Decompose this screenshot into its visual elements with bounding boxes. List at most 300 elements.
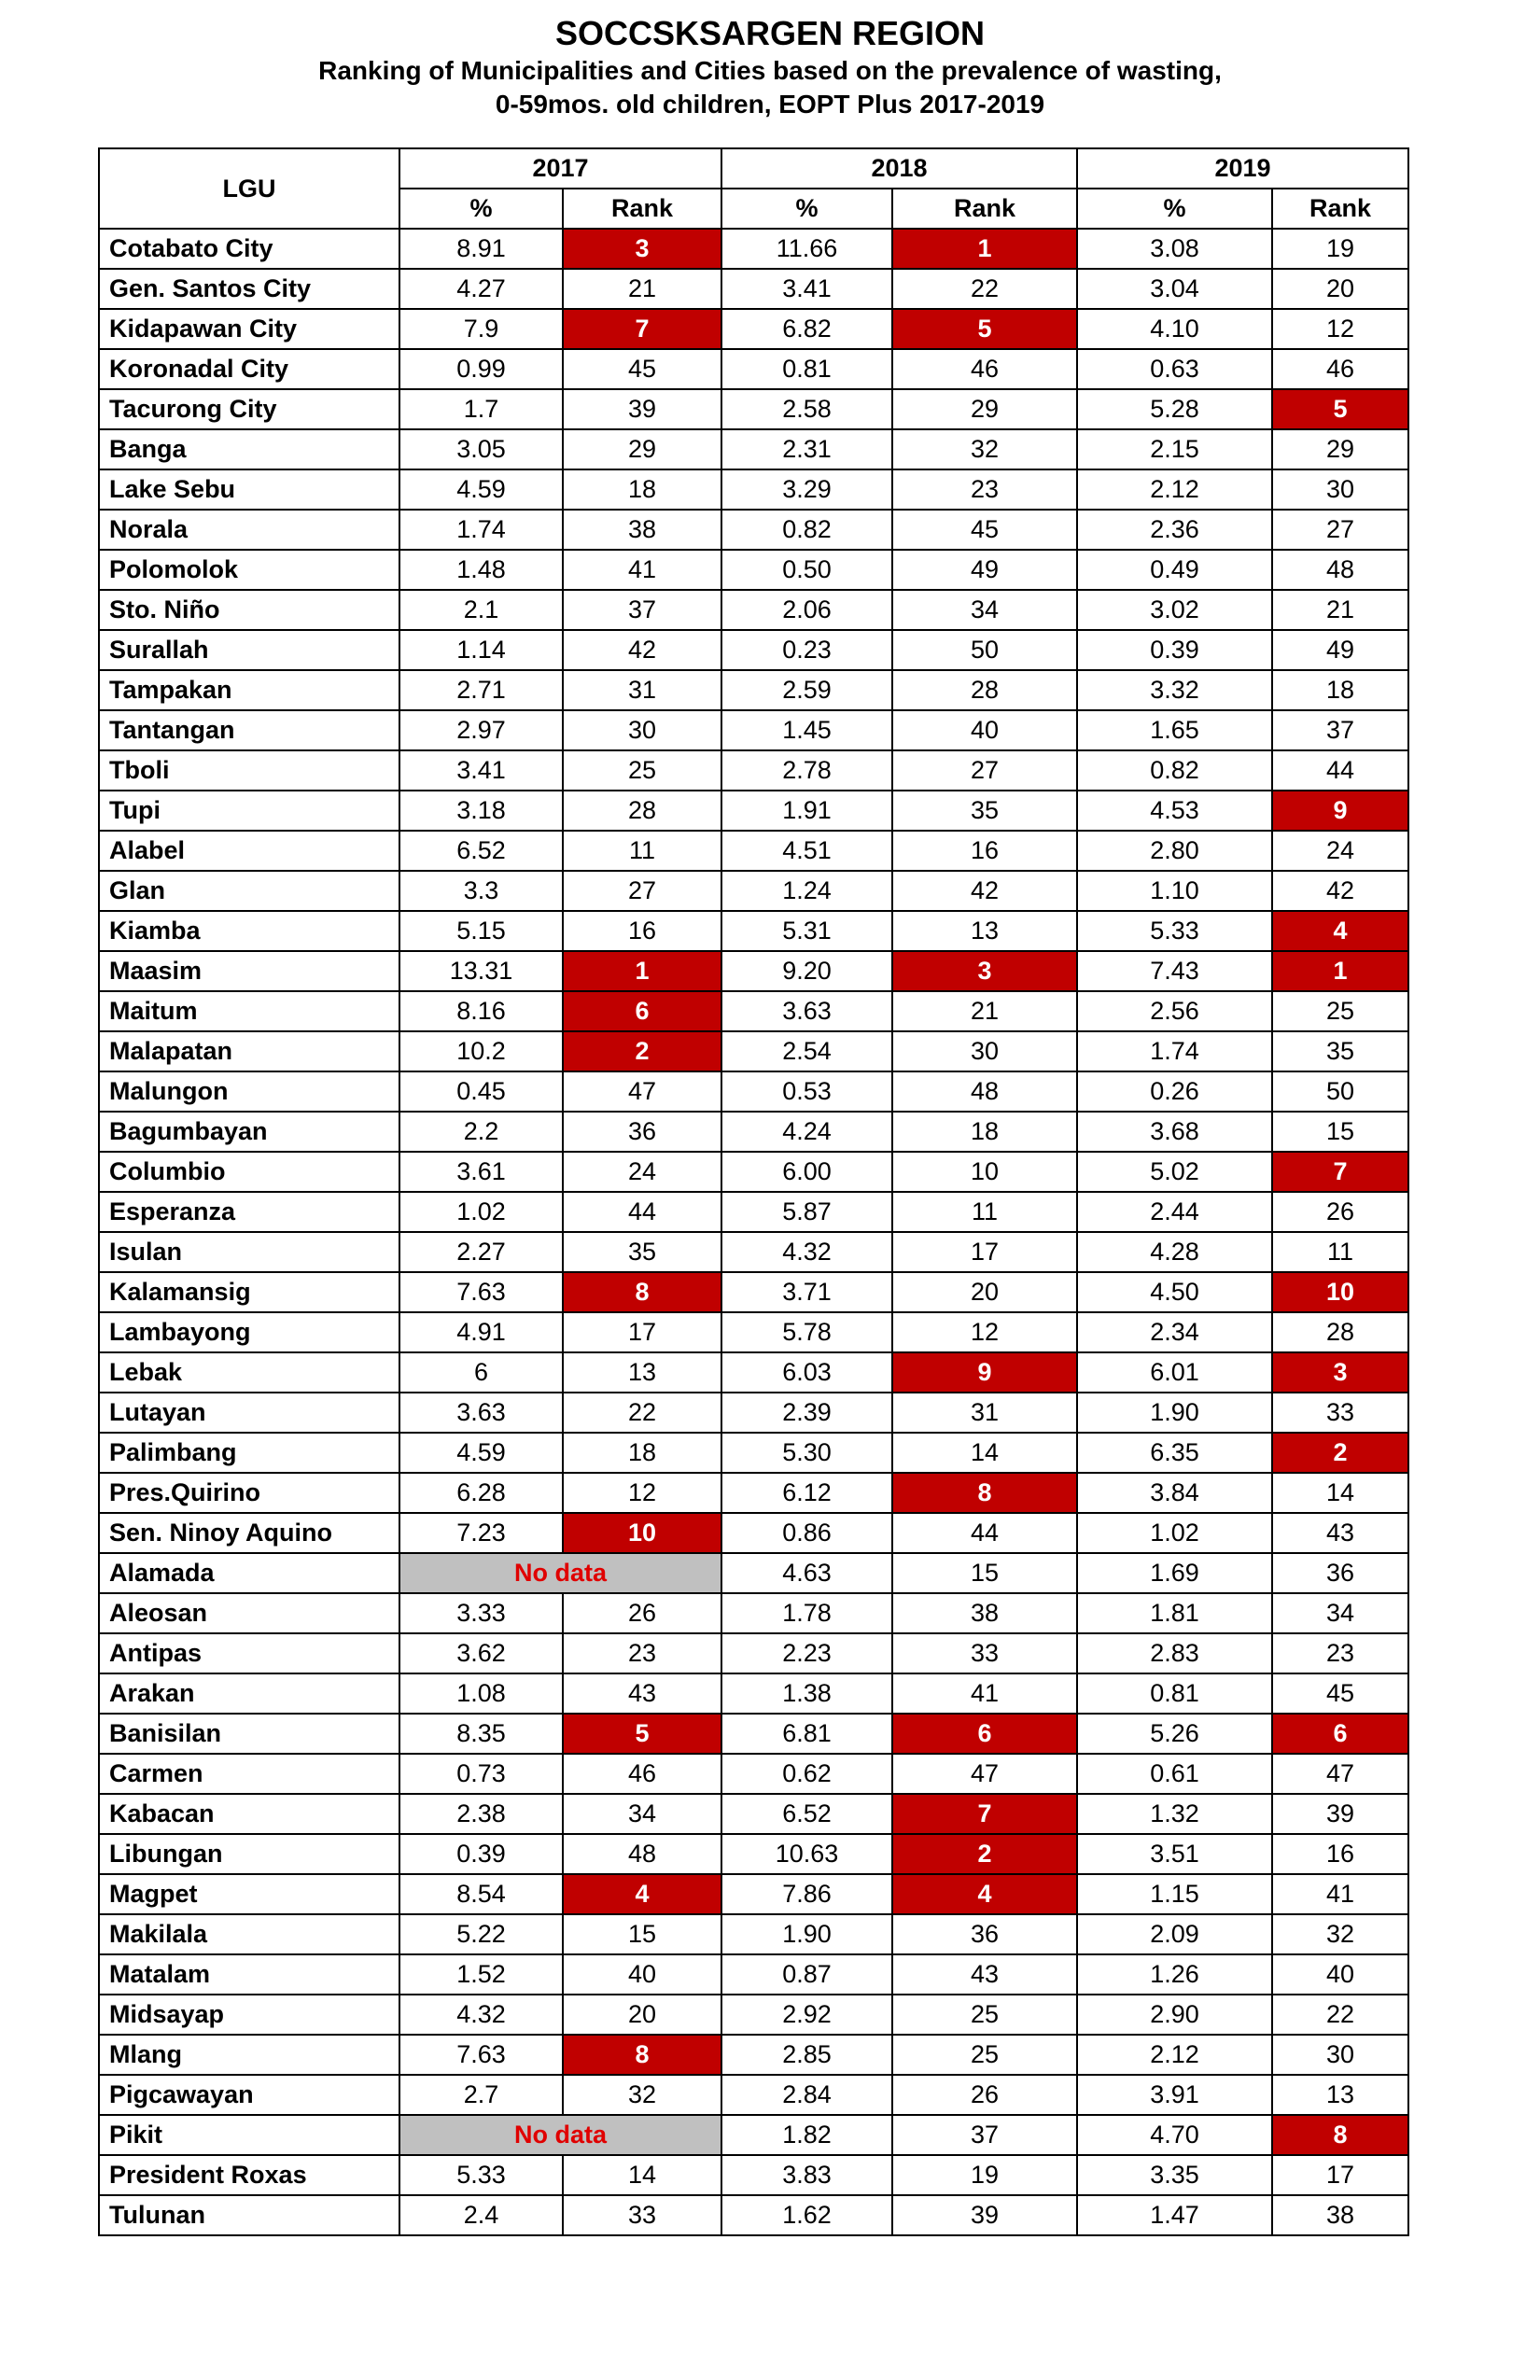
percent-cell-2018: 10.63: [721, 1834, 892, 1874]
percent-cell-2019: 6.35: [1077, 1433, 1272, 1473]
rank-cell-2017: 40: [563, 1954, 721, 1995]
percent-cell-2018: 0.82: [721, 510, 892, 550]
no-data-cell-2017: No data: [399, 1553, 721, 1593]
percent-cell-2018: 0.87: [721, 1954, 892, 1995]
rank-cell-2018: 6: [892, 1714, 1077, 1754]
percent-cell-2019: 2.15: [1077, 429, 1272, 469]
rank-cell-2019: 42: [1272, 871, 1408, 911]
rank-cell-2018: 39: [892, 2195, 1077, 2235]
rank-cell-2017: 22: [563, 1393, 721, 1433]
percent-cell-2019: 1.74: [1077, 1031, 1272, 1071]
percent-cell-2018: 6.81: [721, 1714, 892, 1754]
rank-cell-2019: 30: [1272, 469, 1408, 510]
percent-cell-2018: 3.83: [721, 2155, 892, 2195]
rank-cell-2019: 22: [1272, 1995, 1408, 2035]
rank-cell-2017: 21: [563, 269, 721, 309]
percent-cell-2017: 3.05: [399, 429, 563, 469]
rank-cell-2019: 46: [1272, 349, 1408, 389]
percent-cell-2019: 4.28: [1077, 1232, 1272, 1272]
rank-cell-2017: 32: [563, 2075, 721, 2115]
lgu-name: Tboli: [99, 750, 399, 791]
percent-cell-2017: 6.52: [399, 831, 563, 871]
rank-cell-2017: 24: [563, 1152, 721, 1192]
table-row: [99, 1754, 1408, 1794]
percent-cell-2018: 2.84: [721, 2075, 892, 2115]
percent-cell-2017: 6.28: [399, 1473, 563, 1513]
rank-cell-2019: 25: [1272, 991, 1408, 1031]
rank-cell-2018: 11: [892, 1192, 1077, 1232]
rank-cell-2018: 8: [892, 1473, 1077, 1513]
table-row: [99, 750, 1408, 791]
percent-cell-2019: 0.49: [1077, 550, 1272, 590]
percent-cell-2019: 0.26: [1077, 1071, 1272, 1112]
percent-cell-2019: 6.01: [1077, 1352, 1272, 1393]
percent-cell-2017: 1.74: [399, 510, 563, 550]
percent-cell-2018: 4.51: [721, 831, 892, 871]
table-row: [99, 2195, 1408, 2235]
rank-cell-2019: 45: [1272, 1673, 1408, 1714]
percent-cell-2017: 3.61: [399, 1152, 563, 1192]
table-row: [99, 1272, 1408, 1312]
percent-cell-2018: 2.92: [721, 1995, 892, 2035]
rank-cell-2018: 13: [892, 911, 1077, 951]
percent-cell-2019: 1.32: [1077, 1794, 1272, 1834]
percent-cell-2018: 2.58: [721, 389, 892, 429]
rank-cell-2019: 47: [1272, 1754, 1408, 1794]
percent-cell-2018: 2.31: [721, 429, 892, 469]
table-row: [99, 710, 1408, 750]
percent-cell-2018: 6.82: [721, 309, 892, 349]
rank-cell-2019: 1: [1272, 951, 1408, 991]
lgu-name: Carmen: [99, 1754, 399, 1794]
percent-cell-2017: 6: [399, 1352, 563, 1393]
column-header-rank-2017: Rank: [563, 189, 721, 229]
rank-cell-2018: 17: [892, 1232, 1077, 1272]
lgu-name: Surallah: [99, 630, 399, 670]
rank-cell-2019: 3: [1272, 1352, 1408, 1393]
rank-cell-2019: 18: [1272, 670, 1408, 710]
percent-cell-2017: 3.63: [399, 1393, 563, 1433]
lgu-name: Malungon: [99, 1071, 399, 1112]
table-row: [99, 1714, 1408, 1754]
rank-cell-2018: 34: [892, 590, 1077, 630]
percent-cell-2017: 3.18: [399, 791, 563, 831]
percent-cell-2018: 1.90: [721, 1914, 892, 1954]
percent-cell-2019: 1.10: [1077, 871, 1272, 911]
rank-cell-2017: 23: [563, 1633, 721, 1673]
percent-cell-2017: 2.4: [399, 2195, 563, 2235]
column-header-percent-2019: %: [1077, 189, 1272, 229]
lgu-name: Tupi: [99, 791, 399, 831]
lgu-name: Midsayap: [99, 1995, 399, 2035]
percent-cell-2017: 1.48: [399, 550, 563, 590]
rank-cell-2019: 35: [1272, 1031, 1408, 1071]
table-row: [99, 1834, 1408, 1874]
rank-cell-2017: 48: [563, 1834, 721, 1874]
rank-cell-2018: 44: [892, 1513, 1077, 1553]
rank-cell-2018: 18: [892, 1112, 1077, 1152]
column-header-2018: 2018: [721, 148, 1077, 189]
no-data-cell-2017: No data: [399, 2115, 721, 2155]
rank-cell-2017: 3: [563, 229, 721, 269]
percent-cell-2017: 2.7: [399, 2075, 563, 2115]
rank-cell-2019: 4: [1272, 911, 1408, 951]
percent-cell-2019: 1.65: [1077, 710, 1272, 750]
rank-cell-2017: 10: [563, 1513, 721, 1553]
rank-cell-2019: 21: [1272, 590, 1408, 630]
rank-cell-2018: 35: [892, 791, 1077, 831]
rank-cell-2017: 1: [563, 951, 721, 991]
percent-cell-2017: 1.52: [399, 1954, 563, 1995]
percent-cell-2017: 10.2: [399, 1031, 563, 1071]
rank-cell-2017: 37: [563, 590, 721, 630]
percent-cell-2018: 4.24: [721, 1112, 892, 1152]
percent-cell-2017: 3.3: [399, 871, 563, 911]
rank-cell-2019: 7: [1272, 1152, 1408, 1192]
lgu-name: Banga: [99, 429, 399, 469]
table-row: [99, 1112, 1408, 1152]
percent-cell-2017: 4.59: [399, 469, 563, 510]
rank-cell-2018: 27: [892, 750, 1077, 791]
rank-cell-2017: 42: [563, 630, 721, 670]
percent-cell-2019: 3.35: [1077, 2155, 1272, 2195]
percent-cell-2017: 5.22: [399, 1914, 563, 1954]
percent-cell-2017: 1.02: [399, 1192, 563, 1232]
percent-cell-2019: 5.02: [1077, 1152, 1272, 1192]
page-title: SOCCSKSARGEN REGION: [554, 14, 986, 52]
rank-cell-2017: 17: [563, 1312, 721, 1352]
rank-cell-2018: 25: [892, 1995, 1077, 2035]
lgu-name: Maitum: [99, 991, 399, 1031]
lgu-name: Tampakan: [99, 670, 399, 710]
table-row: [99, 871, 1408, 911]
table-row: [99, 1954, 1408, 1995]
rank-cell-2017: 39: [563, 389, 721, 429]
percent-cell-2019: 2.09: [1077, 1914, 1272, 1954]
percent-cell-2019: 4.53: [1077, 791, 1272, 831]
table-row: [99, 349, 1408, 389]
rank-cell-2018: 46: [892, 349, 1077, 389]
lgu-name: Pigcawayan: [99, 2075, 399, 2115]
document-header: [0, 13, 1540, 121]
lgu-name: Matalam: [99, 1954, 399, 1995]
percent-cell-2018: 5.78: [721, 1312, 892, 1352]
percent-cell-2018: 2.85: [721, 2035, 892, 2075]
percent-cell-2018: 4.32: [721, 1232, 892, 1272]
rank-cell-2018: 25: [892, 2035, 1077, 2075]
percent-cell-2017: 1.08: [399, 1673, 563, 1714]
percent-cell-2018: 1.62: [721, 2195, 892, 2235]
percent-cell-2017: 2.1: [399, 590, 563, 630]
percent-cell-2018: 1.82: [721, 2115, 892, 2155]
table-row: [99, 1794, 1408, 1834]
percent-cell-2018: 1.91: [721, 791, 892, 831]
header-row-years: [99, 148, 1408, 189]
rank-cell-2019: 17: [1272, 2155, 1408, 2195]
percent-cell-2017: 2.2: [399, 1112, 563, 1152]
table-row: [99, 831, 1408, 871]
percent-cell-2019: 1.02: [1077, 1513, 1272, 1553]
table-row: [99, 630, 1408, 670]
percent-cell-2019: 2.80: [1077, 831, 1272, 871]
rank-cell-2019: 10: [1272, 1272, 1408, 1312]
percent-cell-2017: 8.54: [399, 1874, 563, 1914]
rank-cell-2018: 1: [892, 229, 1077, 269]
rank-cell-2019: 20: [1272, 269, 1408, 309]
percent-cell-2019: 0.63: [1077, 349, 1272, 389]
rank-cell-2017: 29: [563, 429, 721, 469]
percent-cell-2017: 4.27: [399, 269, 563, 309]
percent-cell-2018: 2.23: [721, 1633, 892, 1673]
rank-cell-2017: 47: [563, 1071, 721, 1112]
rank-cell-2017: 34: [563, 1794, 721, 1834]
table-row: [99, 1071, 1408, 1112]
percent-cell-2018: 2.59: [721, 670, 892, 710]
percent-cell-2018: 5.31: [721, 911, 892, 951]
rank-cell-2019: 49: [1272, 630, 1408, 670]
table-row: [99, 1393, 1408, 1433]
rank-cell-2018: 15: [892, 1553, 1077, 1593]
percent-cell-2019: 0.81: [1077, 1673, 1272, 1714]
rank-cell-2018: 45: [892, 510, 1077, 550]
rank-cell-2018: 49: [892, 550, 1077, 590]
percent-cell-2018: 1.38: [721, 1673, 892, 1714]
lgu-name: Tacurong City: [99, 389, 399, 429]
rank-cell-2018: 40: [892, 710, 1077, 750]
rank-cell-2018: 36: [892, 1914, 1077, 1954]
rank-cell-2018: 43: [892, 1954, 1077, 1995]
rank-cell-2017: 25: [563, 750, 721, 791]
lgu-name: Glan: [99, 871, 399, 911]
lgu-name: Alabel: [99, 831, 399, 871]
table-row: [99, 1633, 1408, 1673]
percent-cell-2019: 5.28: [1077, 389, 1272, 429]
rank-cell-2018: 29: [892, 389, 1077, 429]
percent-cell-2017: 4.59: [399, 1433, 563, 1473]
table-row: [99, 229, 1408, 269]
table-row: [99, 1673, 1408, 1714]
rank-cell-2017: 18: [563, 1433, 721, 1473]
rank-cell-2018: 37: [892, 2115, 1077, 2155]
rank-cell-2017: 30: [563, 710, 721, 750]
percent-cell-2017: 8.16: [399, 991, 563, 1031]
page-subtitle-line1: Ranking of Municipalities and Cities based on the prevalence of wasting,: [318, 56, 1222, 85]
percent-cell-2018: 0.50: [721, 550, 892, 590]
rank-cell-2019: 40: [1272, 1954, 1408, 1995]
percent-cell-2019: 3.84: [1077, 1473, 1272, 1513]
rank-cell-2017: 41: [563, 550, 721, 590]
rank-cell-2019: 15: [1272, 1112, 1408, 1152]
lgu-name: Banisilan: [99, 1714, 399, 1754]
percent-cell-2019: 2.36: [1077, 510, 1272, 550]
lgu-name: Magpet: [99, 1874, 399, 1914]
rank-cell-2018: 33: [892, 1633, 1077, 1673]
percent-cell-2017: 7.63: [399, 1272, 563, 1312]
rank-cell-2017: 6: [563, 991, 721, 1031]
percent-cell-2019: 5.33: [1077, 911, 1272, 951]
rank-cell-2019: 41: [1272, 1874, 1408, 1914]
percent-cell-2017: 3.41: [399, 750, 563, 791]
percent-cell-2019: 4.50: [1077, 1272, 1272, 1312]
rank-cell-2019: 23: [1272, 1633, 1408, 1673]
rank-cell-2018: 32: [892, 429, 1077, 469]
rank-cell-2018: 38: [892, 1593, 1077, 1633]
percent-cell-2019: 1.81: [1077, 1593, 1272, 1633]
percent-cell-2018: 3.71: [721, 1272, 892, 1312]
rank-cell-2018: 3: [892, 951, 1077, 991]
rank-cell-2017: 20: [563, 1995, 721, 2035]
percent-cell-2018: 2.39: [721, 1393, 892, 1433]
rank-cell-2017: 8: [563, 2035, 721, 2075]
rank-cell-2019: 36: [1272, 1553, 1408, 1593]
percent-cell-2018: 0.86: [721, 1513, 892, 1553]
percent-cell-2019: 0.39: [1077, 630, 1272, 670]
lgu-name: Pikit: [99, 2115, 399, 2155]
rank-cell-2018: 9: [892, 1352, 1077, 1393]
rank-cell-2019: 34: [1272, 1593, 1408, 1633]
percent-cell-2017: 7.63: [399, 2035, 563, 2075]
rank-cell-2018: 30: [892, 1031, 1077, 1071]
rank-cell-2018: 14: [892, 1433, 1077, 1473]
percent-cell-2018: 2.78: [721, 750, 892, 791]
percent-cell-2017: 1.7: [399, 389, 563, 429]
percent-cell-2018: 3.63: [721, 991, 892, 1031]
lgu-name: Lambayong: [99, 1312, 399, 1352]
lgu-name: Aleosan: [99, 1593, 399, 1633]
percent-cell-2017: 2.27: [399, 1232, 563, 1272]
table-row: [99, 590, 1408, 630]
page-subtitle-line2: 0-59mos. old children, EOPT Plus 2017-2019: [495, 90, 1045, 119]
table-row: [99, 510, 1408, 550]
rank-cell-2018: 22: [892, 269, 1077, 309]
rank-cell-2018: 4: [892, 1874, 1077, 1914]
percent-cell-2019: 2.83: [1077, 1633, 1272, 1673]
rank-cell-2018: 48: [892, 1071, 1077, 1112]
rank-cell-2018: 16: [892, 831, 1077, 871]
percent-cell-2017: 4.91: [399, 1312, 563, 1352]
rank-cell-2018: 42: [892, 871, 1077, 911]
percent-cell-2018: 0.62: [721, 1754, 892, 1794]
percent-cell-2018: 2.06: [721, 590, 892, 630]
percent-cell-2019: 3.32: [1077, 670, 1272, 710]
percent-cell-2018: 0.53: [721, 1071, 892, 1112]
rank-cell-2017: 13: [563, 1352, 721, 1393]
rank-cell-2019: 9: [1272, 791, 1408, 831]
lgu-name: Esperanza: [99, 1192, 399, 1232]
rank-cell-2019: 28: [1272, 1312, 1408, 1352]
percent-cell-2017: 0.39: [399, 1834, 563, 1874]
rank-cell-2018: 7: [892, 1794, 1077, 1834]
lgu-name: Tulunan: [99, 2195, 399, 2235]
column-header-rank-2018: Rank: [892, 189, 1077, 229]
percent-cell-2019: 3.08: [1077, 229, 1272, 269]
percent-cell-2018: 2.54: [721, 1031, 892, 1071]
rank-cell-2017: 8: [563, 1272, 721, 1312]
percent-cell-2017: 7.23: [399, 1513, 563, 1553]
percent-cell-2018: 5.30: [721, 1433, 892, 1473]
percent-cell-2018: 5.87: [721, 1192, 892, 1232]
rank-cell-2019: 16: [1272, 1834, 1408, 1874]
lgu-name: Pres.Quirino: [99, 1473, 399, 1513]
rank-cell-2019: 12: [1272, 309, 1408, 349]
table-row: [99, 1192, 1408, 1232]
column-header-percent-2017: %: [399, 189, 563, 229]
table-row: [99, 469, 1408, 510]
percent-cell-2019: 4.10: [1077, 309, 1272, 349]
lgu-name: Lutayan: [99, 1393, 399, 1433]
table-row: [99, 309, 1408, 349]
column-header-2017: 2017: [399, 148, 721, 189]
percent-cell-2019: 2.12: [1077, 2035, 1272, 2075]
percent-cell-2018: 0.23: [721, 630, 892, 670]
lgu-name: Bagumbayan: [99, 1112, 399, 1152]
rank-cell-2017: 38: [563, 510, 721, 550]
rank-cell-2018: 23: [892, 469, 1077, 510]
table-row: [99, 2115, 1408, 2155]
percent-cell-2017: 7.9: [399, 309, 563, 349]
percent-cell-2017: 5.15: [399, 911, 563, 951]
rank-cell-2017: 14: [563, 2155, 721, 2195]
lgu-name: Gen. Santos City: [99, 269, 399, 309]
percent-cell-2017: 13.31: [399, 951, 563, 991]
column-header-percent-2018: %: [721, 189, 892, 229]
percent-cell-2018: 6.03: [721, 1352, 892, 1393]
rank-cell-2017: 16: [563, 911, 721, 951]
lgu-name: Cotabato City: [99, 229, 399, 269]
table-row: [99, 2155, 1408, 2195]
rank-cell-2018: 10: [892, 1152, 1077, 1192]
rank-cell-2018: 12: [892, 1312, 1077, 1352]
rank-cell-2018: 28: [892, 670, 1077, 710]
rank-cell-2018: 20: [892, 1272, 1077, 1312]
lgu-name: Sto. Niño: [99, 590, 399, 630]
lgu-name: Norala: [99, 510, 399, 550]
percent-cell-2017: 4.32: [399, 1995, 563, 2035]
percent-cell-2018: 11.66: [721, 229, 892, 269]
table-row: [99, 1995, 1408, 2035]
percent-cell-2019: 0.82: [1077, 750, 1272, 791]
lgu-name: Makilala: [99, 1914, 399, 1954]
rank-cell-2018: 47: [892, 1754, 1077, 1794]
rank-cell-2018: 2: [892, 1834, 1077, 1874]
rank-cell-2017: 46: [563, 1754, 721, 1794]
rank-cell-2019: 29: [1272, 429, 1408, 469]
percent-cell-2018: 0.81: [721, 349, 892, 389]
rank-cell-2019: 33: [1272, 1393, 1408, 1433]
rank-cell-2019: 38: [1272, 2195, 1408, 2235]
percent-cell-2019: 0.61: [1077, 1754, 1272, 1794]
table-row: [99, 1593, 1408, 1633]
percent-cell-2018: 6.00: [721, 1152, 892, 1192]
percent-cell-2019: 1.90: [1077, 1393, 1272, 1433]
rank-cell-2017: 5: [563, 1714, 721, 1754]
rank-cell-2017: 35: [563, 1232, 721, 1272]
percent-cell-2017: 0.73: [399, 1754, 563, 1794]
rank-cell-2018: 50: [892, 630, 1077, 670]
column-header-2019: 2019: [1077, 148, 1408, 189]
table-row: [99, 389, 1408, 429]
table-row: [99, 1553, 1408, 1593]
percent-cell-2017: 0.45: [399, 1071, 563, 1112]
table-row: [99, 911, 1408, 951]
percent-cell-2019: 1.69: [1077, 1553, 1272, 1593]
rank-cell-2017: 36: [563, 1112, 721, 1152]
lgu-name: Alamada: [99, 1553, 399, 1593]
rank-cell-2019: 27: [1272, 510, 1408, 550]
percent-cell-2017: 8.91: [399, 229, 563, 269]
table-row: [99, 1874, 1408, 1914]
table-row: [99, 269, 1408, 309]
